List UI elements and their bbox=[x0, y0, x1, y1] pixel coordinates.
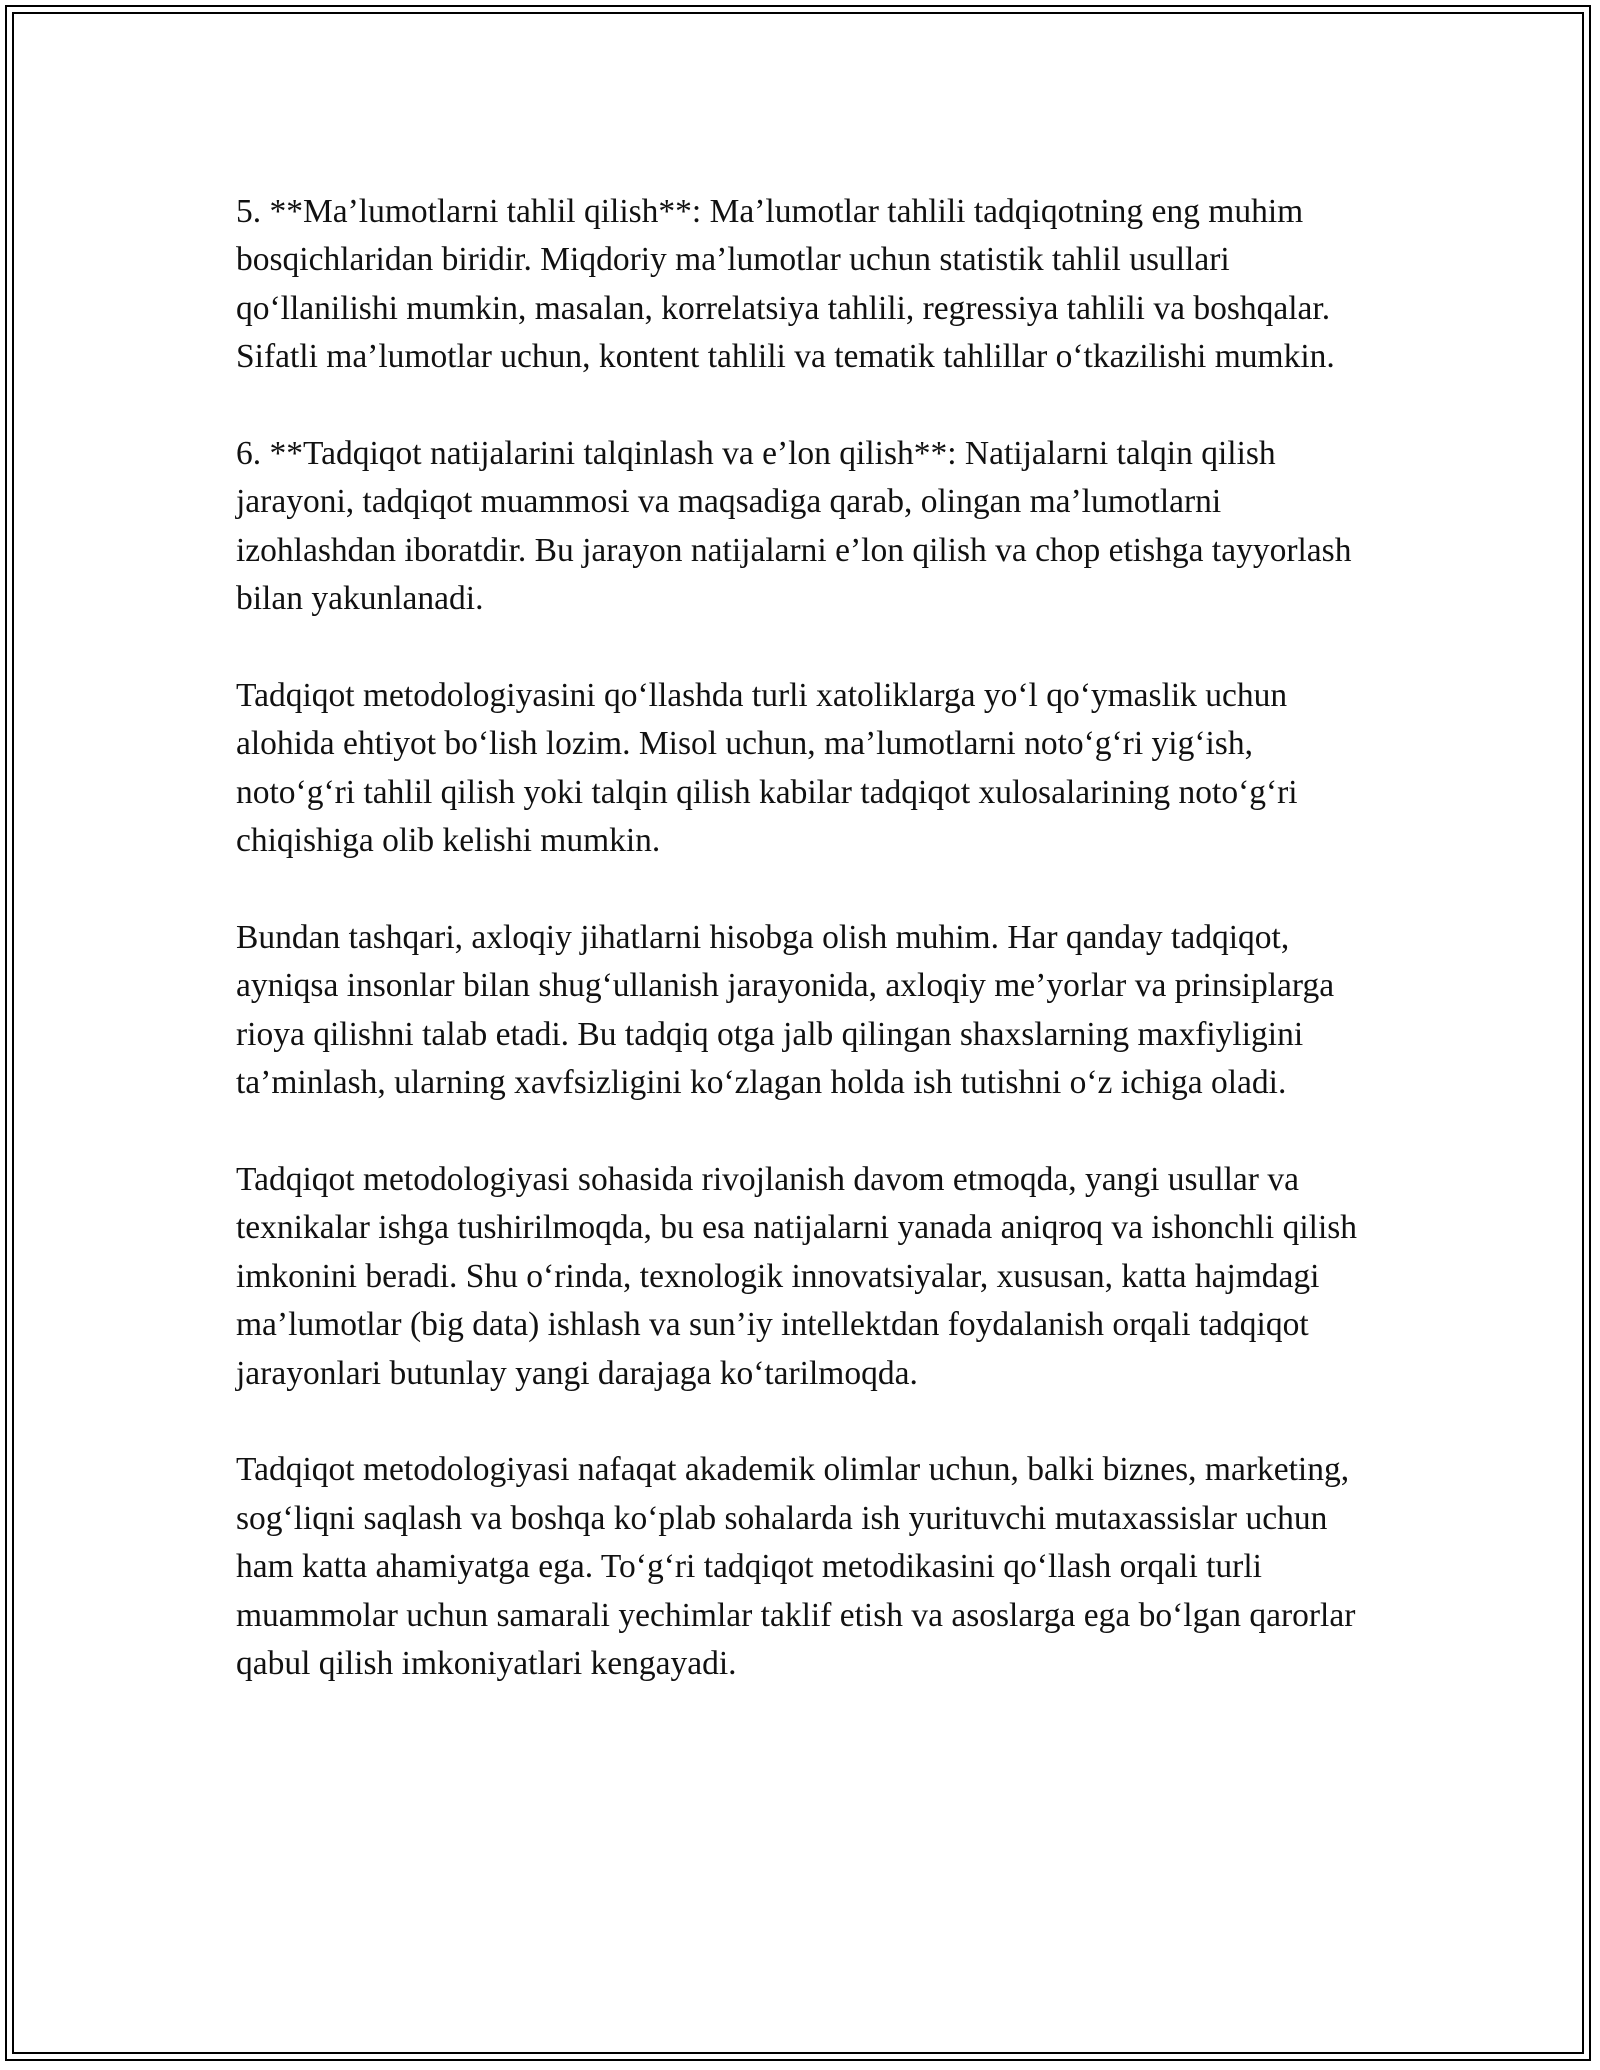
paragraph-ethics: Bundan tashqari, axloqiy jihatlarni hisobga olish muhim. Har qanday tadqiqot, ayniqsa insonlar bilan shug‘ullanish jarayonida, axloqiy me’yorlar va prinsiplarga rioya qilishni talab etadi. Bu tadqiq otga jalb qilingan shaxslarning maxfiyligini ta’minlash, ularning xavfsizligini ko‘zlagan holda ish tutishni o‘z ichiga oladi. bbox=[236, 919, 1335, 1102]
paragraph-methodology-development: Tadqiqot metodologiyasi sohasida rivojlanish davom etmoqda, yangi usullar va texnikalar ishga tushirilmoqda, bu esa natijalarni yanada aniqroq va ishonchli qilish imkonini beradi. Shu o‘rinda, texnologik innovatsiyalar, xususan, katta hajmdagi ma’lumotlar (big data) ishlash va sun’iy intellektdan foydalanish orqali tadqiqot jarayonlari butunlay yangi darajaga ko‘tarilmoqda. bbox=[236, 1161, 1358, 1392]
document-body bbox=[236, 188, 1366, 1689]
paragraph-methodology-errors: Tadqiqot metodologiyasini qo‘llashda turli xatoliklarga yo‘l qo‘ymaslik uchun alohida ehtiyot bo‘lish lozim. Misol uchun, ma’lumotlarni noto‘g‘ri yig‘ish, noto‘g‘ri tahlil qilish yoki talqin qilish kabilar tadqiqot xulosalarining noto‘g‘ri chiqishiga olib kelishi mumkin. bbox=[236, 677, 1298, 860]
paragraph-methodology-applications: Tadqiqot metodologiyasi nafaqat akademik olimlar uchun, balki biznes, marketing, sog‘liqni saqlash va boshqa ko‘plab sohalarda ish yurituvchi mutaxassislar uchun ham katta ahamiyatga ega. To‘g‘ri tadqiqot metodikasini qo‘llash orqali turli muammolar uchun samarali yechimlar taklif etish va asoslarga ega bo‘lgan qarorlar qabul qilish imkoniyatlari kengayadi. bbox=[236, 1451, 1356, 1683]
paragraph-data-analysis: 5. **Ma’lumotlarni tahlil qilish**: Ma’lumotlar tahlili tadqiqotning eng muhim bosqichlaridan biridir. Miqdoriy ma’lumotlar uchun statistik tahlil usullari qo‘llanilishi mumkin, masalan, korrelatsiya tahlili, regressiya tahlili va boshqalar. Sifatli ma’lumotlar uchun, kontent tahlili va tematik tahlillar o‘tkazilishi mumkin. bbox=[236, 193, 1335, 376]
paragraph-results-interpretation: 6. **Tadqiqot natijalarini talqinlash va e’lon qilish**: Natijalarni talqin qilish jarayoni, tadqiqot muammosi va maqsadiga qarab, olingan ma’lumotlarni izohlashdan iboratdir. Bu jarayon natijalarni e’lon qilish va chop etishga tayyorlash bilan yakunlanadi. bbox=[236, 435, 1352, 618]
